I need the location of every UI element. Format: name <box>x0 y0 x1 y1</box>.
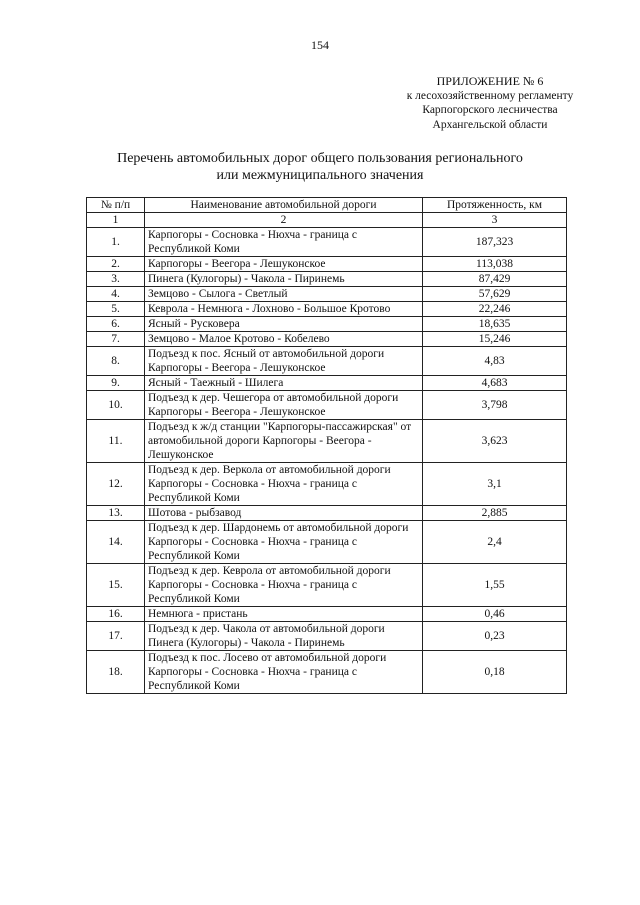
row-number: 4. <box>87 287 145 302</box>
table-row <box>87 622 567 651</box>
road-name: Подъезд к дер. Чакола от автомобильной дороги Пинега (Кулогоры) - Чакола - Пиринемь <box>145 622 423 651</box>
table-row <box>87 317 567 332</box>
road-length: 4,83 <box>423 347 567 376</box>
appendix-line: к лесохозяйственному регламенту <box>406 89 574 102</box>
table-row <box>87 506 567 521</box>
row-number: 3. <box>87 272 145 287</box>
row-number: 5. <box>87 302 145 317</box>
table-row <box>87 420 567 463</box>
road-name: Ясный - Таежный - Шилега <box>145 376 423 391</box>
document-title-line: Перечень автомобильных дорог общего пользования регионального <box>117 151 523 166</box>
table-row <box>87 391 567 420</box>
road-length: 4,683 <box>423 376 567 391</box>
appendix-line: Карпогорского лесничества <box>422 104 558 116</box>
road-name: Подъезд к ж/д станции "Карпогоры-пассажирская" от автомобильной дороги Карпогоры - Веегора - Лешуконское <box>145 420 423 463</box>
road-name: Кеврола - Немнюга - Лохново - Большое Кротово <box>145 302 423 317</box>
road-length: 2,4 <box>423 521 567 564</box>
road-length: 0,23 <box>423 622 567 651</box>
row-number: 10. <box>87 391 145 420</box>
road-name: Подъезд к дер. Веркола от автомобильной дороги Карпогоры - Сосновка - Нюхча - граница с Республикой Коми <box>145 463 423 506</box>
table-header-row <box>87 198 567 213</box>
row-number: 2. <box>87 257 145 272</box>
document-title <box>80 150 560 184</box>
row-number: 11. <box>87 420 145 463</box>
road-name: Подъезд к дер. Шардонемь от автомобильной дороги Карпогоры - Сосновка - Нюхча - граница с Республикой Коми <box>145 521 423 564</box>
row-number: 7. <box>87 332 145 347</box>
road-length: 22,246 <box>423 302 567 317</box>
table-row <box>87 564 567 607</box>
header-road-name: Наименование автомобильной дороги <box>145 198 423 213</box>
appendix-title: ПРИЛОЖЕНИЕ № 6 <box>436 74 544 88</box>
column-index: 1 <box>87 213 145 228</box>
road-name: Подъезд к пос. Лосево от автомобильной дороги Карпогоры - Сосновка - Нюхча - граница с Республикой Коми <box>145 651 423 694</box>
road-length: 3,1 <box>423 463 567 506</box>
document-title-line: или межмуниципального значения <box>216 168 424 183</box>
table-column-index-row <box>87 213 567 228</box>
table-row <box>87 376 567 391</box>
row-number: 6. <box>87 317 145 332</box>
road-length: 87,429 <box>423 272 567 287</box>
row-number: 12. <box>87 463 145 506</box>
road-name: Пинега (Кулогоры) - Чакола - Пиринемь <box>145 272 423 287</box>
row-number: 17. <box>87 622 145 651</box>
road-length: 2,885 <box>423 506 567 521</box>
road-name: Земцово - Сылога - Светлый <box>145 287 423 302</box>
road-name: Подъезд к пос. Ясный от автомобильной дороги Карпогоры - Веегора - Лешуконское <box>145 347 423 376</box>
header-number: № п/п <box>87 198 145 213</box>
row-number: 13. <box>87 506 145 521</box>
row-number: 9. <box>87 376 145 391</box>
road-name: Немнюга - пристань <box>145 607 423 622</box>
road-name: Земцово - Малое Кротово - Кобелево <box>145 332 423 347</box>
road-length: 0,18 <box>423 651 567 694</box>
roads-table <box>86 197 567 694</box>
road-length: 3,798 <box>423 391 567 420</box>
road-length: 15,246 <box>423 332 567 347</box>
table-row <box>87 347 567 376</box>
appendix-line: Архангельской области <box>432 118 548 131</box>
header-length: Протяженность, км <box>423 198 567 213</box>
row-number: 14. <box>87 521 145 564</box>
road-length: 1,55 <box>423 564 567 607</box>
table-row <box>87 332 567 347</box>
table-row <box>87 257 567 272</box>
column-index: 3 <box>423 213 567 228</box>
road-length: 113,038 <box>423 257 567 272</box>
road-name: Карпогоры - Сосновка - Нюхча - граница с Республикой Коми <box>145 228 423 257</box>
row-number: 15. <box>87 564 145 607</box>
road-length: 3,623 <box>423 420 567 463</box>
road-length: 0,46 <box>423 607 567 622</box>
road-name: Ясный - Русковера <box>145 317 423 332</box>
road-name: Подъезд к дер. Кеврола от автомобильной дороги Карпогоры - Сосновка - Нюхча - граница с Республикой Коми <box>145 564 423 607</box>
table-row <box>87 272 567 287</box>
road-name: Карпогоры - Веегора - Лешуконское <box>145 257 423 272</box>
road-length: 18,635 <box>423 317 567 332</box>
road-name: Подъезд к дер. Чешегора от автомобильной дороги Карпогоры - Веегора - Лешуконское <box>145 391 423 420</box>
road-name: Шотова - рыбзавод <box>145 506 423 521</box>
row-number: 16. <box>87 607 145 622</box>
appendix-header <box>380 74 600 132</box>
table-row <box>87 302 567 317</box>
road-length: 57,629 <box>423 287 567 302</box>
table-row <box>87 651 567 694</box>
road-length: 187,323 <box>423 228 567 257</box>
row-number: 1. <box>87 228 145 257</box>
roads-table-body <box>87 228 567 694</box>
column-index: 2 <box>145 213 423 228</box>
page-number: 154 <box>311 38 329 52</box>
row-number: 18. <box>87 651 145 694</box>
table-row <box>87 607 567 622</box>
table-row <box>87 228 567 257</box>
table-row <box>87 463 567 506</box>
table-row <box>87 287 567 302</box>
table-row <box>87 521 567 564</box>
row-number: 8. <box>87 347 145 376</box>
